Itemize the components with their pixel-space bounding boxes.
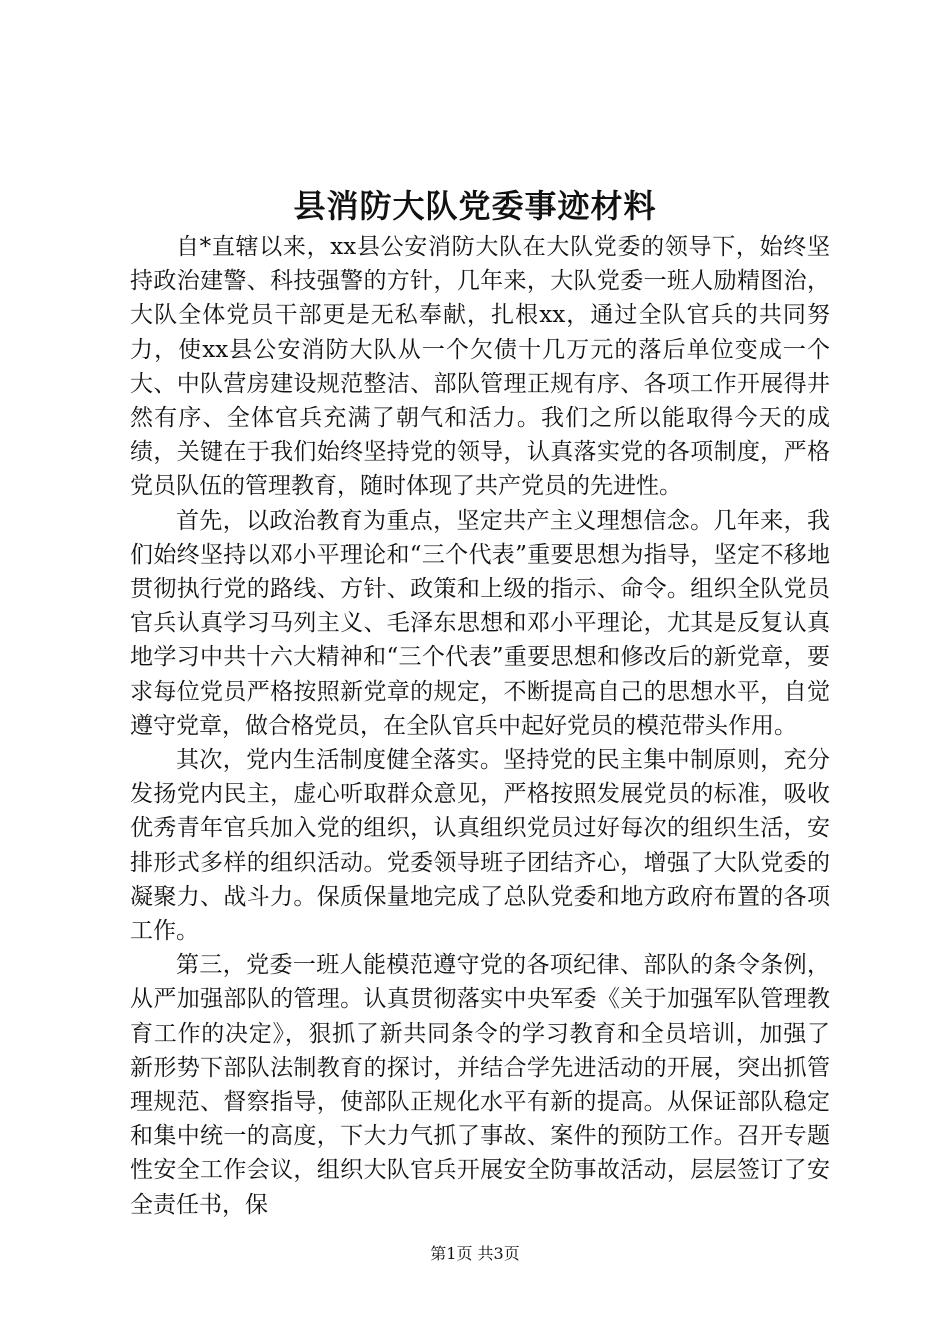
paragraph-4: 第三，党委一班人能模范遵守党的各项纪律、部队的条令条例，从严加强部队的管理。认真贯彻落实中央军委《关于加强军队管理教育工作的决定》，狠抓了新共同条令的学习教育和全员培训，加强了新形势下部队法制教育的探讨，并结合学先进活动的开展，突出抓管理规范、督察指导，使部队正规化水平有新的提高。从保证部队稳定和集中统一的高度，下大力气抓了事故、案件的预防工作。召开专题性安全工作会议，组织大队官兵开展安全防事故活动，层层签订了安全责任书，保 [130,952,830,1218]
document-title: 县消防大队党委事迹材料 [293,187,657,225]
document-body [130,230,830,1222]
page-number-footer: 第1页 共3页 [430,1244,520,1263]
paragraph-1: 自*直辖以来，xx县公安消防大队在大队党委的领导下，始终坚持政治建警、科技强警的方针，几年来，大队党委一班人励精图治，大队全体党员干部更是无私奉献，扎根xx，通过全队官兵的共同努力，使xx县公安消防大队从一个欠债十几万元的落后单位变成一个大、中队营房建设规范整洁、部队管理正规有序、各项工作开展得井然有序、全体官兵充满了朝气和活力。我们之所以能取得今天的成绩，关键在于我们始终坚持党的领导，认真落实党的各项制度，严格党员队伍的管理教育，随时体现了共产党员的先进性。 [130,234,830,500]
paragraph-3: 其次，党内生活制度健全落实。坚持党的民主集中制原则，充分发扬党内民主，虚心听取群众意见，严格按照发展党员的标准，吸收优秀青年官兵加入党的组织，认真组织党员过好每次的组织生活，安排形式多样的组织活动。党委领导班子团结齐心，增强了大队党委的凝聚力、战斗力。保质保量地完成了总队党委和地方政府布置的各项工作。 [130,747,830,945]
paragraph-2: 首先，以政治教育为重点，坚定共产主义理想信念。几年来，我们始终坚持以邓小平理论和“三个代表”重要思想为指导，坚定不移地贯彻执行党的路线、方针、政策和上级的指示、命令。组织全队党员官兵认真学习马列主义、毛泽东思想和邓小平理论，尤其是反复认真地学习中共十六大精神和“三个代表”重要思想和修改后的新党章，要求每位党员严格按照新党章的规定，不断提高自己的思想水平，自觉遵守党章，做合格党员，在全队官兵中起好党员的模范带头作用。 [130,507,830,739]
